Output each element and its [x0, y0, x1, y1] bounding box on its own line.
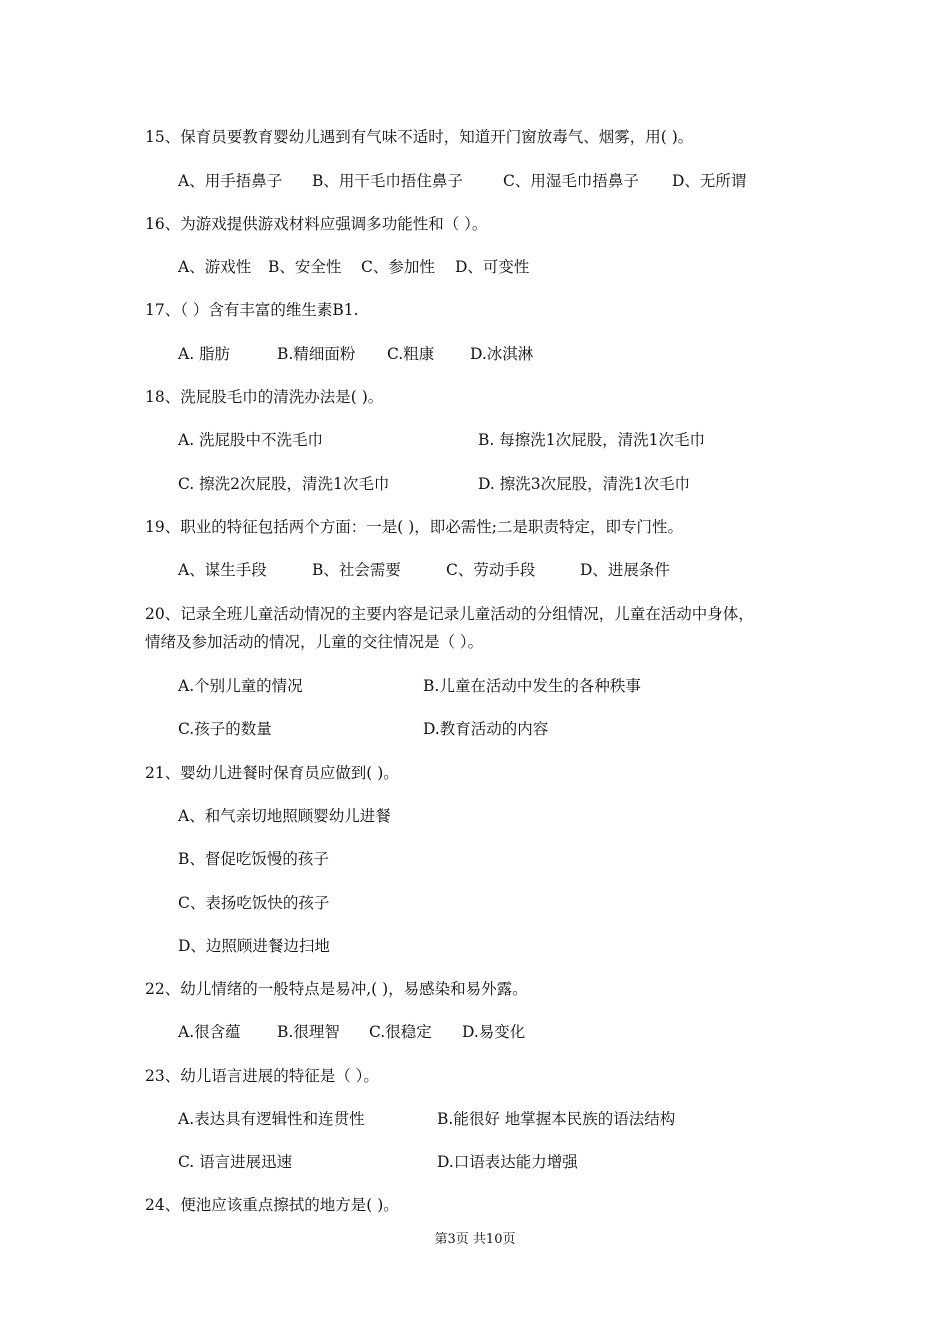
option-d: D.口语表达能力增强	[437, 1153, 578, 1171]
option-a: A. 洗屁股中不洗毛巾	[178, 431, 324, 449]
question-21-option-c: C、表扬吃饭快的孩子	[178, 894, 330, 912]
option-b: B.很理智	[277, 1023, 340, 1041]
option-c: C.粗康	[387, 345, 435, 363]
option-c: C、用湿毛巾捂鼻子	[503, 172, 639, 190]
option-a: A.很含蕴	[178, 1023, 241, 1041]
question-20-stem-line2: 情绪及参加活动的情况，儿童的交往情况是（ ）。	[145, 633, 484, 651]
question-17-stem: 17、（ ）含有丰富的维生素B1.	[145, 301, 359, 319]
question-18-stem: 18、洗屁股毛巾的清洗办法是( )。	[145, 388, 384, 406]
option-d: D、进展条件	[580, 561, 670, 579]
question-22-stem: 22、幼儿情绪的一般特点是易冲,( )，易感染和易外露。	[145, 980, 528, 998]
option-b: B、安全性	[268, 258, 342, 276]
option-b: B.儿童在活动中发生的各种秩事	[423, 677, 641, 695]
question-21-option-a: A、和气亲切地照顾婴幼儿进餐	[178, 807, 391, 825]
option-a: A、谋生手段	[178, 561, 267, 579]
option-a: A、游戏性	[178, 258, 252, 276]
question-21-option-b: B、督促吃饭慢的孩子	[178, 850, 329, 868]
question-20-stem-line1: 20、记录全班儿童活动情况的主要内容是记录儿童活动的分组情况，儿童在活动中身体，	[145, 605, 754, 623]
option-d: D、无所谓	[672, 172, 747, 190]
option-c: C. 语言进展迅速	[178, 1153, 293, 1171]
question-24-stem: 24、便池应该重点擦拭的地方是( )。	[145, 1196, 399, 1214]
option-a: A. 脂肪	[178, 345, 231, 363]
question-15-stem: 15、保育员要教育婴幼儿遇到有气味不适时，知道开门窗放毒气、烟雾，用( )。	[145, 128, 694, 146]
option-b: B、社会需要	[312, 561, 401, 579]
option-d: D.易变化	[462, 1023, 526, 1041]
option-d: D.冰淇淋	[470, 345, 534, 363]
option-c: C.孩子的数量	[178, 720, 272, 738]
question-21-stem: 21、婴幼儿进餐时保育员应做到( )。	[145, 764, 399, 782]
option-c: C.很稳定	[369, 1023, 432, 1041]
option-c: C、劳动手段	[446, 561, 536, 579]
question-19-stem: 19、职业的特征包括两个方面：一是( )，即必需性;二是职责特定，即专门性。	[145, 518, 683, 536]
option-a: A.个别儿童的情况	[178, 677, 303, 695]
option-d: D、可变性	[455, 258, 530, 276]
page-number: 第3页 共10页	[434, 1232, 516, 1247]
option-c: C. 擦洗2次屁股，清洗1次毛巾	[178, 475, 390, 493]
option-b: B. 每擦洗1次屁股，清洗1次毛巾	[478, 431, 705, 449]
option-a: A.表达具有逻辑性和连贯性	[178, 1110, 365, 1128]
option-b: B、用干毛巾捂住鼻子	[312, 172, 463, 190]
question-23-stem: 23、幼儿语言进展的特征是（ ）。	[145, 1067, 379, 1085]
option-d: D. 擦洗3次屁股，清洗1次毛巾	[478, 475, 690, 493]
option-d: D.教育活动的内容	[423, 720, 549, 738]
question-16-stem: 16、为游戏提供游戏材料应强调多功能性和（ ）。	[145, 215, 488, 233]
question-21-option-d: D、边照顾进餐边扫地	[178, 937, 330, 955]
option-c: C、参加性	[361, 258, 435, 276]
option-b: B.能很好 地掌握本民族的语法结构	[437, 1110, 676, 1128]
option-b: B.精细面粉	[277, 345, 356, 363]
option-a: A、用手捂鼻子	[178, 172, 283, 190]
